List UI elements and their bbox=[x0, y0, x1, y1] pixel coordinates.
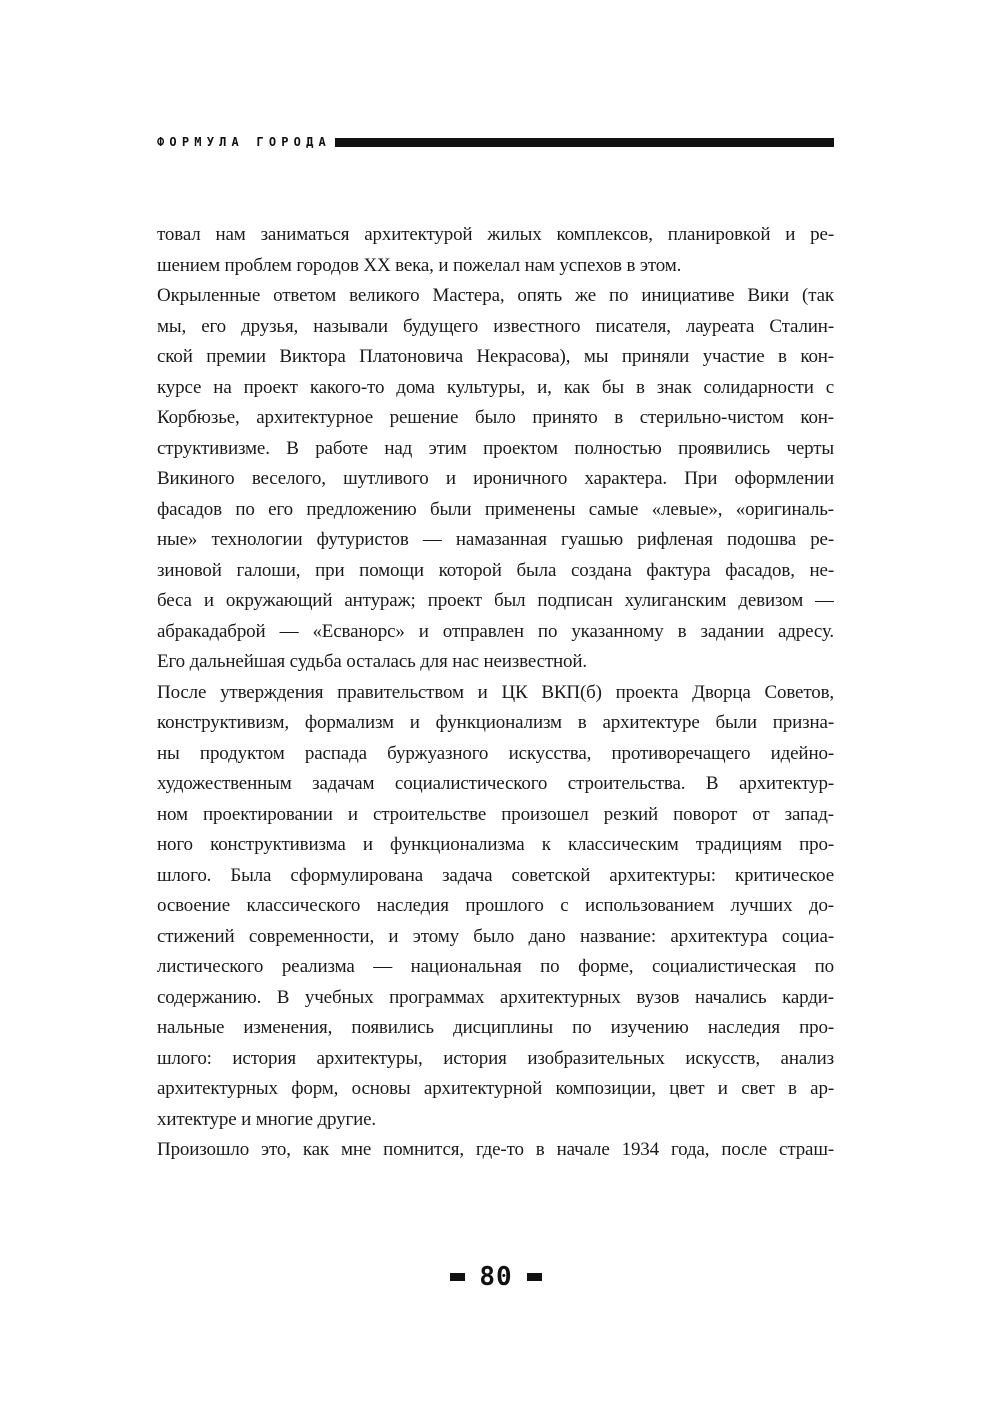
text-line: содержанию. В учебных программах архитектурных вузов начались карди- bbox=[157, 986, 834, 1008]
running-title: ФОРМУЛА ГОРОДА bbox=[157, 135, 331, 149]
text-line: ской премии Виктора Платоновича Некрасова), мы приняли участие в кон- bbox=[157, 346, 834, 367]
page-number: 80 bbox=[479, 1262, 513, 1292]
text-line: После утверждения правительством и ЦК ВКП(б) проекта Дворца Советов, bbox=[157, 681, 834, 703]
text-line: хитектуре и многие другие. bbox=[157, 1108, 377, 1130]
running-header bbox=[157, 134, 834, 150]
text-line: архитектурных форм, основы архитектурной композиции, цвет и свет в ар- bbox=[157, 1078, 834, 1099]
text-line: беса и окружающий антураж; проект был подписан хулиганским девизом — bbox=[157, 590, 834, 611]
text-line: структивизме. В работе над этим проектом полностью проявились черты bbox=[157, 437, 834, 459]
text-line: фасадов по его предложению были применены самые «левые», «оригиналь- bbox=[157, 498, 834, 520]
text-line: ные» технологии футуристов — намазанная гуашью рифленая подошва ре- bbox=[157, 529, 834, 550]
text-line: ного конструктивизма и функционализма к классическим традициям про- bbox=[157, 834, 834, 855]
text-line: нальные изменения, появились дисциплины по изучению наследия про- bbox=[157, 1017, 834, 1038]
text-line: Окрыленные ответом великого Мастера, опять же по инициативе Вики (так bbox=[157, 285, 834, 306]
text-line: абракадаброй — «Есванорс» и отправлен по указанному в задании адресу. bbox=[157, 620, 834, 642]
text-line: шлого: история архитектуры, история изобразительных искусств, анализ bbox=[157, 1047, 834, 1069]
paragraph bbox=[157, 220, 834, 281]
header-rule bbox=[335, 138, 834, 147]
paragraph bbox=[157, 678, 834, 1136]
text-line: стижений современности, и этому было дано название: архитектура социа- bbox=[157, 925, 834, 947]
paragraph bbox=[157, 1135, 834, 1166]
folio-bar-right bbox=[527, 1273, 542, 1281]
text-line: художественным задачам социалистического строительства. В архитектур- bbox=[157, 773, 834, 794]
text-line: зиновой галоши, при помощи которой была создана фактура фасадов, не- bbox=[157, 559, 834, 581]
text-line: шлого. Была сформулирована задача советской архитектуры: критическое bbox=[157, 864, 834, 886]
folio-bar-left bbox=[450, 1273, 465, 1281]
paragraph bbox=[157, 281, 834, 678]
text-line: товал нам заниматься архитектурой жилых комплексов, планировкой и ре- bbox=[157, 224, 834, 245]
text-line: Его дальнейшая судьба осталась для нас неизвестной. bbox=[157, 651, 588, 672]
body-text bbox=[157, 220, 834, 1166]
text-line: Произошло это, как мне помнится, где-то в начале 1934 года, после страш- bbox=[157, 1139, 834, 1160]
text-line: курсе на проект какого-то дома культуры, и, как бы в знак солидарности с bbox=[157, 376, 834, 398]
text-line: шением проблем городов XX века, и пожелал нам успехов в этом. bbox=[157, 254, 682, 276]
text-line: конструктивизм, формализм и функционализм в архитектуре были призна- bbox=[157, 712, 834, 733]
text-line: освоение классического наследия прошлого с использованием лучших до- bbox=[157, 895, 834, 916]
text-line: Корбюзье, архитектурное решение было принято в стерильно-чистом кон- bbox=[157, 407, 834, 428]
text-line: листического реализма — национальная по форме, социалистическая по bbox=[157, 956, 834, 977]
text-line: Викиного веселого, шутливого и ироничного характера. При оформлении bbox=[157, 468, 834, 489]
text-line: мы, его друзья, называли будущего известного писателя, лауреата Сталин- bbox=[157, 315, 834, 337]
page-footer bbox=[0, 1262, 992, 1292]
text-line: ном проектировании и строительстве произошел резкий поворот от запад- bbox=[157, 803, 834, 825]
text-line: ны продуктом распада буржуазного искусства, противоречащего идейно- bbox=[157, 742, 834, 764]
